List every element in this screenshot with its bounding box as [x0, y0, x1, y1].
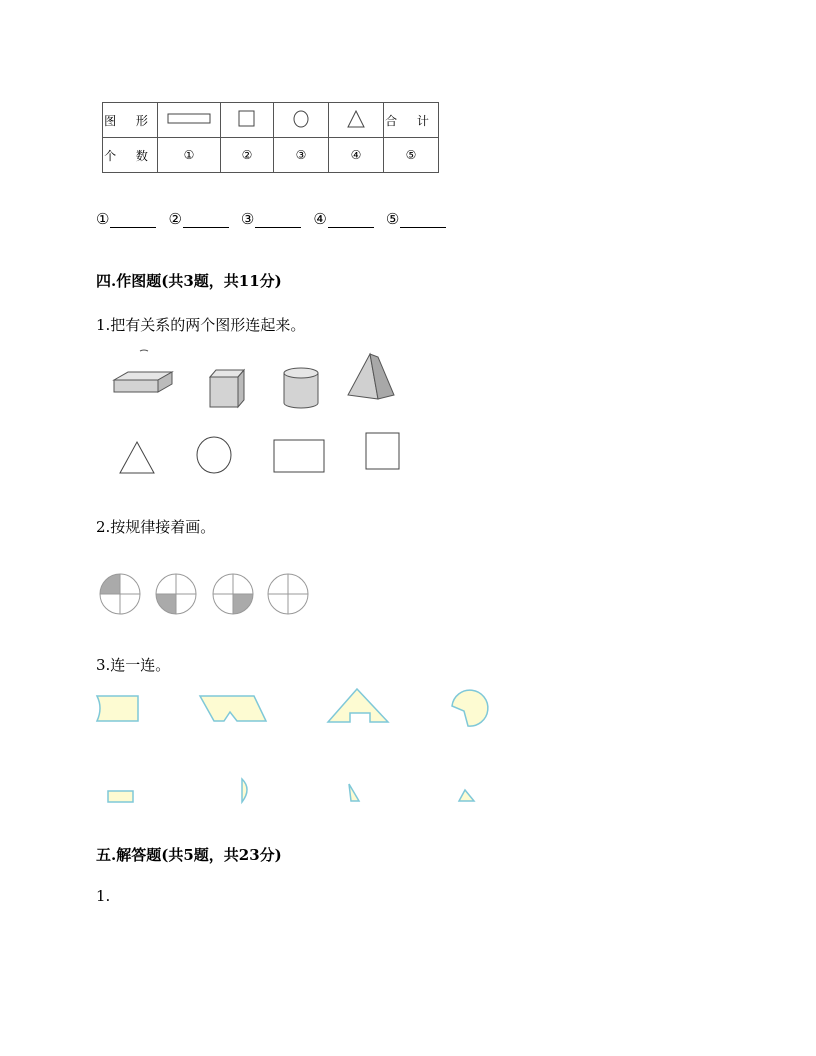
answer-blank[interactable] — [168, 210, 228, 228]
circle-icon — [197, 437, 231, 473]
answer-blank[interactable] — [386, 210, 446, 228]
count-cell: ④ — [329, 138, 384, 173]
pie-circle-bottom-right — [213, 574, 253, 614]
cut-pieces-row — [104, 774, 484, 806]
small-triangle-icon — [459, 790, 474, 801]
blank-line[interactable] — [183, 211, 229, 228]
answer-number: ⑤ — [385, 210, 400, 228]
row-label-shape: 图 形 — [103, 103, 158, 138]
cell-circle — [274, 103, 329, 138]
rectangle-icon — [167, 113, 211, 125]
circle-icon — [292, 109, 310, 129]
triangle-icon — [120, 442, 154, 473]
pie-circle-bottom-left — [156, 574, 196, 614]
count-cell: ③ — [274, 138, 329, 173]
count-cell: ⑤ — [384, 138, 439, 173]
half-circle-piece-icon — [242, 779, 247, 802]
plane-shapes-row — [108, 425, 408, 480]
answer-blank[interactable] — [241, 210, 301, 228]
blank-line[interactable] — [328, 211, 374, 228]
thin-triangle-icon — [349, 784, 359, 801]
cell-triangle — [329, 103, 384, 138]
rectangle-icon — [274, 440, 324, 472]
pie-circle-empty — [268, 574, 308, 614]
answer-number: ③ — [240, 210, 255, 228]
question-4-2: 2.按规律接着画。 — [96, 518, 216, 536]
cut-shapes-row — [94, 686, 494, 731]
blank-line[interactable] — [255, 211, 301, 228]
row-label-count: 个 数 — [103, 138, 158, 173]
answer-number: ④ — [313, 210, 327, 228]
notched-rectangle-icon — [97, 696, 138, 721]
answer-blank[interactable] — [96, 210, 156, 228]
blank-line[interactable] — [400, 211, 446, 228]
cuboid-icon — [114, 372, 172, 392]
pie-circle-top-left — [100, 574, 140, 614]
blank-line[interactable] — [110, 211, 156, 228]
cell-square — [221, 103, 274, 138]
answer-blank[interactable] — [313, 210, 373, 228]
section-4-title: 四.作图题(共3题，共11分) — [96, 272, 282, 290]
notched-triangle-icon — [328, 689, 388, 722]
section-5-title: 五.解答题(共5题，共23分) — [96, 846, 282, 864]
answer-blanks — [96, 210, 458, 228]
solid-shapes-row — [108, 345, 408, 415]
cube-icon — [210, 370, 244, 407]
small-rectangle-icon — [108, 791, 133, 802]
count-cell: ① — [158, 138, 221, 173]
pattern-circles — [96, 570, 316, 620]
answer-number: ① — [96, 210, 110, 228]
total-label: 合 计 — [384, 103, 439, 138]
shape-count-table — [102, 102, 439, 173]
triangular-prism-icon — [348, 354, 394, 399]
mark-icon — [140, 350, 148, 351]
square-icon — [238, 110, 256, 128]
answer-number: ② — [168, 210, 182, 228]
count-cell: ② — [221, 138, 274, 173]
cell-rectangle — [158, 103, 221, 138]
question-5-1: 1. — [96, 887, 111, 905]
notched-parallelogram-icon — [200, 696, 266, 721]
triangle-icon — [347, 110, 365, 128]
question-4-3: 3.连一连。 — [96, 656, 171, 674]
cylinder-icon — [284, 368, 318, 408]
circle-missing-sector-icon — [452, 690, 488, 726]
square-icon — [366, 433, 399, 469]
question-4-1: 1.把有关系的两个图形连起来。 — [96, 316, 306, 334]
